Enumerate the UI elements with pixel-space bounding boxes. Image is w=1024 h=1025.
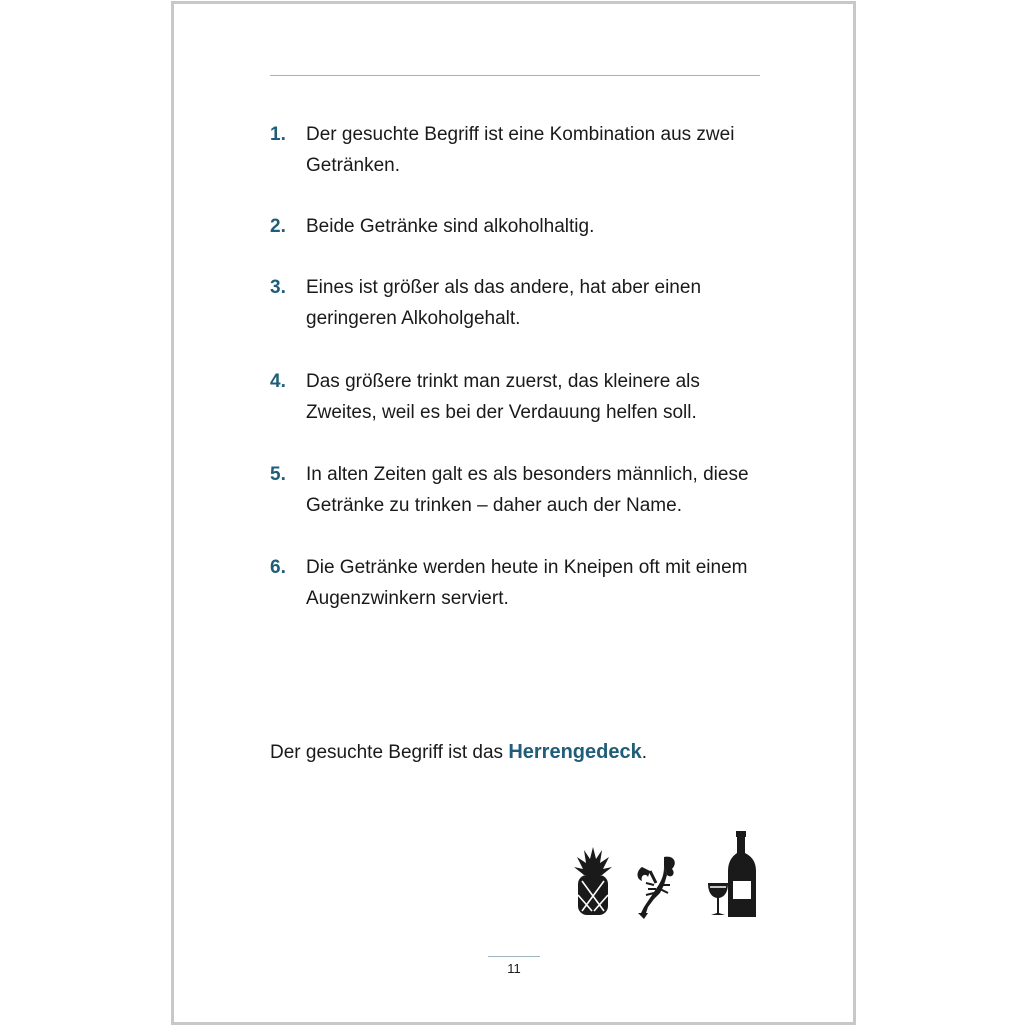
clue-text: In alten Zeiten galt es als besonders männlich, diese Getränke zu trinken – daher auch der Name. xyxy=(306,464,749,516)
answer-prefix: Der gesuchte Begriff ist das xyxy=(270,742,509,763)
clue-text: Beide Getränke sind alkoholhaltig. xyxy=(306,216,595,237)
icon-row xyxy=(572,827,762,919)
clue-text: Der gesuchte Begriff ist eine Kombination aus zwei Getränken. xyxy=(306,124,735,176)
lobster-icon xyxy=(634,853,680,919)
pineapple-icon xyxy=(572,845,614,917)
answer-line xyxy=(270,737,647,768)
clue-text: Eines ist größer als das andere, hat aber einen geringeren Alkoholgehalt. xyxy=(306,277,702,329)
clue-number: 4. xyxy=(270,371,286,392)
bottom-divider xyxy=(488,956,540,957)
book-page xyxy=(171,1,856,1025)
clue-item-5 xyxy=(270,459,770,521)
clue-item-1 xyxy=(270,119,770,181)
answer-suffix: . xyxy=(641,742,648,763)
answer-term: Herrengedeck xyxy=(508,741,642,763)
clue-number: 6. xyxy=(270,557,286,578)
wine-glass-and-bottle-icon xyxy=(706,831,758,919)
clue-number: 2. xyxy=(270,216,286,237)
clue-item-6 xyxy=(270,552,770,614)
clue-item-4 xyxy=(270,366,770,428)
clue-text: Die Getränke werden heute in Kneipen oft mit einem Augenzwinkern serviert. xyxy=(306,557,748,609)
clue-item-2 xyxy=(270,211,770,242)
top-divider xyxy=(270,75,760,76)
page-number: 11 xyxy=(507,961,521,976)
clue-number: 5. xyxy=(270,464,286,485)
clue-number: 3. xyxy=(270,277,286,298)
clue-item-3 xyxy=(270,272,770,334)
clue-text: Das größere trinkt man zuerst, das kleinere als Zweites, weil es bei der Verdauung helfen soll. xyxy=(306,371,700,423)
clue-number: 1. xyxy=(270,124,286,145)
